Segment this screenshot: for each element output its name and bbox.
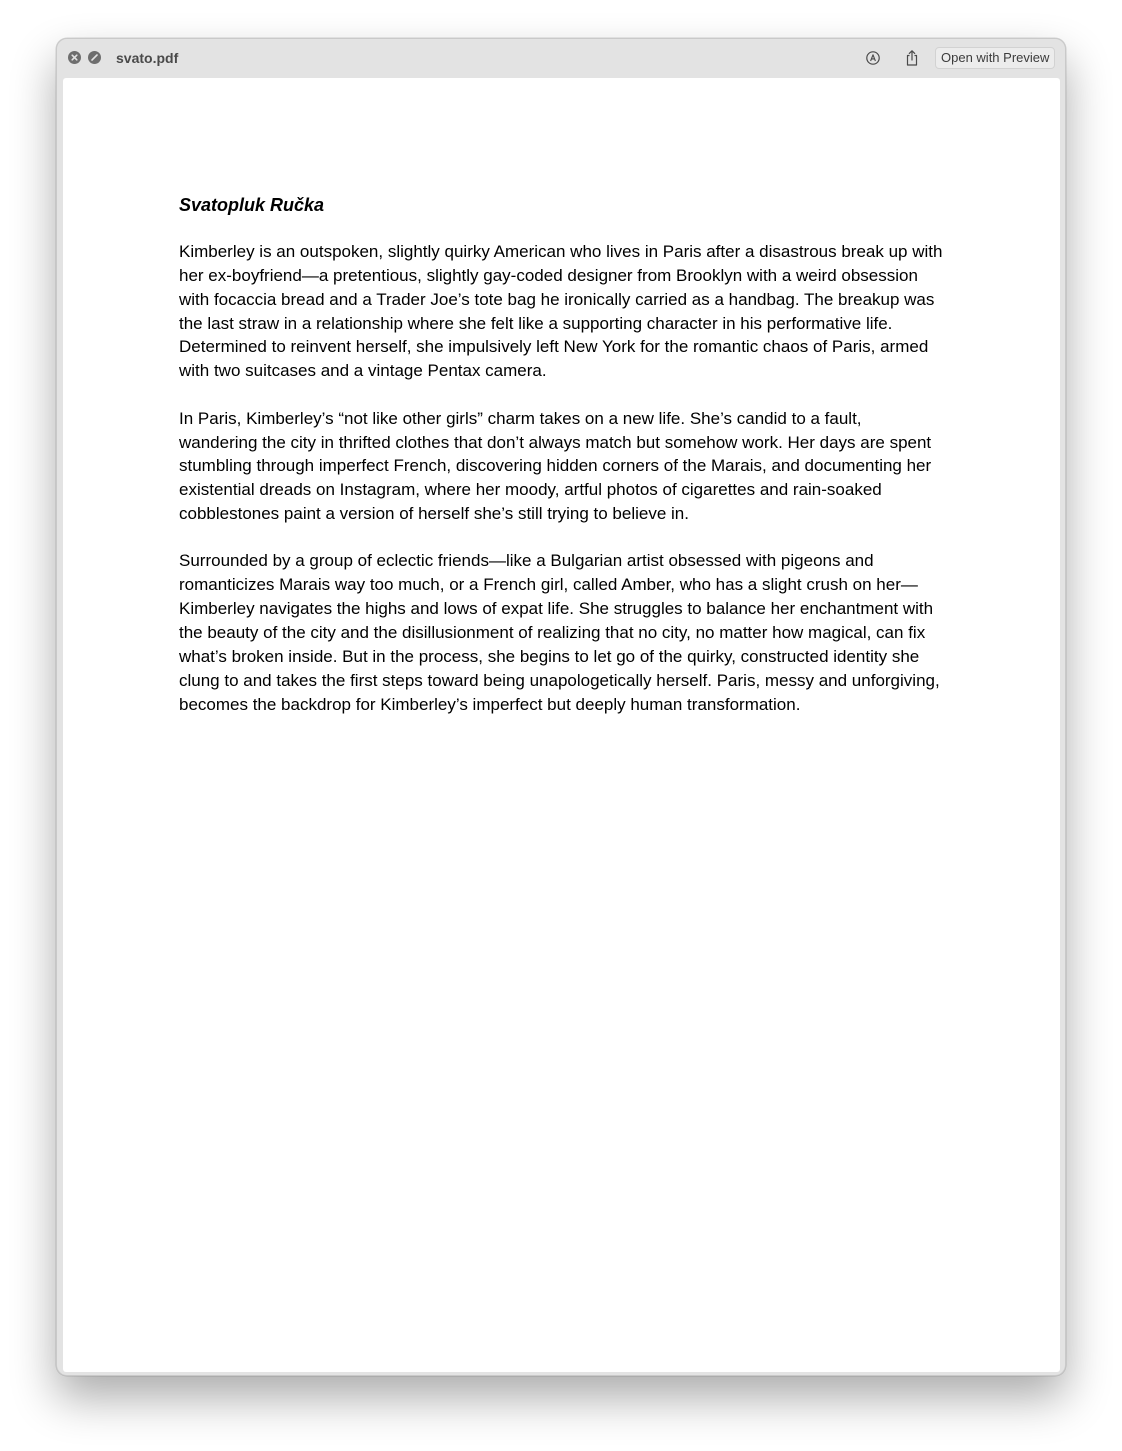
share-icon [904, 49, 920, 67]
page-content [179, 193, 943, 740]
fullscreen-icon [88, 51, 101, 64]
open-with-preview-button[interactable]: Open with Preview [935, 47, 1055, 69]
window-title: svato.pdf [116, 50, 179, 66]
title-bar[interactable] [57, 39, 1065, 77]
share-button[interactable] [902, 48, 922, 68]
author-name: Svatopluk Ručka [179, 195, 325, 215]
quicklook-window [56, 38, 1066, 1376]
markup-button[interactable] [863, 48, 883, 68]
close-button[interactable] [68, 51, 81, 64]
close-icon [68, 51, 81, 64]
paragraph-3: Surrounded by a group of eclectic friends—like a Bulgarian artist obsessed with pigeons and romanticizes Marais way too much, or a French girl, called Amber, who has a slight crush on her—Kimberley navigates the highs and lows of expat life. She struggles to balance her enchantment with the beauty of the city and the disillusionment of realizing that no city, no matter how magical, can fix what’s broken inside. But in the process, she begins to let go of the quirky, constructed identity she clung to and takes the first steps toward being unapologetically herself. Paris, messy and unforgiving, becomes the backdrop for Kimberley’s imperfect but deeply human transformation. [179, 551, 940, 714]
pdf-page [63, 78, 1060, 1372]
fullscreen-button[interactable] [88, 51, 101, 64]
markup-pen-icon [865, 50, 881, 66]
paragraph-1: Kimberley is an outspoken, slightly quirky American who lives in Paris after a disastrous break up with her ex-boyfriend—a pretentious, slightly gay-coded designer from Brooklyn with a weird obsession with focaccia bread and a Trader Joe’s tote bag he ironically carried as a handbag. The breakup was the last straw in a relationship where she felt like a supporting character in his performative life. Determined to reinvent herself, she impulsively left New York for the romantic chaos of Paris, armed with two suitcases and a vintage Pentax camera. [179, 242, 943, 381]
paragraph-2: In Paris, Kimberley’s “not like other girls” charm takes on a new life. She’s candid to a fault, wandering the city in thrifted clothes that don’t always match but somehow work. Her days are spent stumbling through imperfect French, discovering hidden corners of the Marais, and documenting her existential dreads on Instagram, where her moody, artful photos of cigarettes and rain-soaked cobblestones paint a version of herself she’s still trying to believe in. [179, 408, 932, 524]
